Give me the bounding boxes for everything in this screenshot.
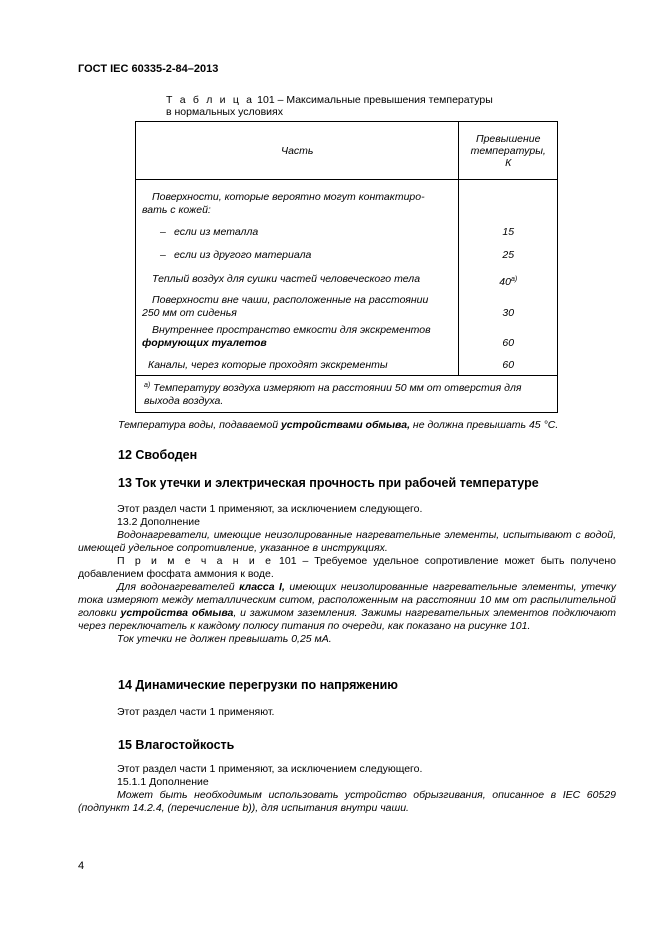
row-metal: если из металла (174, 226, 259, 238)
s13-class1: Для водонагревателей класса I, имеющих неизолированные нагревательные элементы, утечку тока измеряют между металлическим ситом, расположенным на расстоянии 10 мм от распылительной головки устройства обмыва, и зажимом заземления. Зажимы нагревательных элементов подключают через переключатель к каждому полюсу питания по очереди, как показано на рисунке 101. (78, 581, 616, 632)
s13-leakage-limit: Ток утечки не должен превышать 0,25 мА. (117, 633, 332, 645)
col-part-header: Часть (136, 122, 459, 180)
table-caption-line2: в нормальных условиях (166, 106, 283, 118)
section-13-heading: 13 Ток утечки и электрическая прочность при рабочей температуре (118, 476, 539, 490)
row-warm-air-value: 40 (499, 276, 511, 288)
row-other-value: 25 (459, 240, 558, 263)
row-outside-l2: 250 мм от сиденья (142, 307, 237, 319)
row-warm-air-sup: а) (510, 276, 518, 283)
row-outside-l1: Поверхности вне чаши, расположенные на расстоянии (152, 294, 429, 306)
row-dash: – (160, 226, 166, 238)
row-dash: – (160, 249, 166, 261)
table-caption-word: Т а б л и ц а (166, 94, 255, 106)
col-rise-header-l1: Превышение (475, 132, 541, 145)
table-row (136, 240, 558, 263)
s13-intro: Этот раздел части 1 применяют, за исключением следующего. (117, 503, 423, 515)
s14-text: Этот раздел части 1 применяют. (117, 706, 275, 718)
table-row (136, 263, 558, 289)
row-other: если из другого материала (174, 249, 312, 261)
table-caption (166, 94, 493, 118)
s13-heaters: Водонагреватели, имеющие неизолированные нагревательные элементы, испытывают с водой, имеющей удельное сопротивление, указанное в инструкциях. (78, 529, 616, 554)
table-footnote (136, 376, 558, 413)
section-15-heading: 15 Влагостойкость (118, 738, 235, 752)
col-rise-header-l2: температуры, (470, 144, 546, 157)
col-rise-header (459, 122, 558, 180)
s15-spray: Может быть необходимым использовать устройство обрызгивания, описанное в IEC 60529 (подпункт 14.2.4, (перечисление b)), для испытания внутри чаши. (78, 789, 616, 814)
table-row (136, 289, 558, 320)
page-header: ГОСТ IEC 60335-2-84–2013 (78, 63, 219, 75)
row-metal-value: 15 (459, 217, 558, 240)
row-channels: Каналы, через которые проходят экскременты (148, 359, 388, 371)
table-row (136, 217, 558, 240)
temperature-table (135, 121, 558, 413)
section-14-heading: 14 Динамические перегрузки по напряжению (118, 678, 398, 692)
s15-subclause: 15.1.1 Дополнение (117, 776, 209, 788)
table-footnote-row (136, 376, 558, 413)
row-surfaces-l1: Поверхности, которые вероятно могут контактиро- (152, 191, 425, 203)
table-row (136, 350, 558, 376)
row-outside-value: 30 (459, 289, 558, 320)
row-inner-l2: формующих туалетов (142, 337, 267, 349)
section-15-body (78, 763, 616, 815)
footnote-sup: а) (144, 382, 151, 389)
table-header-row (136, 122, 558, 180)
table-row (136, 320, 558, 350)
row-channels-value: 60 (459, 350, 558, 376)
section-14-body (78, 706, 616, 719)
row-surfaces-l2: вать с кожей: (142, 204, 211, 216)
s13-note: П р и м е ч а н и е 101 – Требуемое удельное сопротивление может быть получено добавлением фосфата аммония к воде. (78, 555, 616, 580)
page-number: 4 (78, 860, 85, 872)
footnote-l1: Температуру воздуха измеряют на расстоянии 50 мм от отверстия для (150, 382, 522, 394)
row-warm-air: Теплый воздух для сушки частей человеческого тела (152, 273, 421, 285)
col-rise-header-l3: К (505, 156, 512, 169)
table-caption-text: 101 – Максимальные превышения температуры (254, 94, 493, 106)
s15-intro: Этот раздел части 1 применяют, за исключением следующего. (117, 763, 423, 775)
footnote-l2: выхода воздуха. (144, 395, 224, 407)
row-inner-value: 60 (459, 320, 558, 350)
water-temperature-text: Температура воды, подаваемой устройствами обмыва, не должна превышать 45 °С. (118, 419, 559, 431)
s13-subclause: 13.2 Дополнение (117, 516, 200, 528)
table-row (136, 180, 558, 218)
section-13-body (78, 503, 616, 646)
row-inner-l1: Внутреннее пространство емкости для экскрементов (152, 324, 431, 336)
section-12-heading: 12 Свободен (118, 448, 198, 462)
